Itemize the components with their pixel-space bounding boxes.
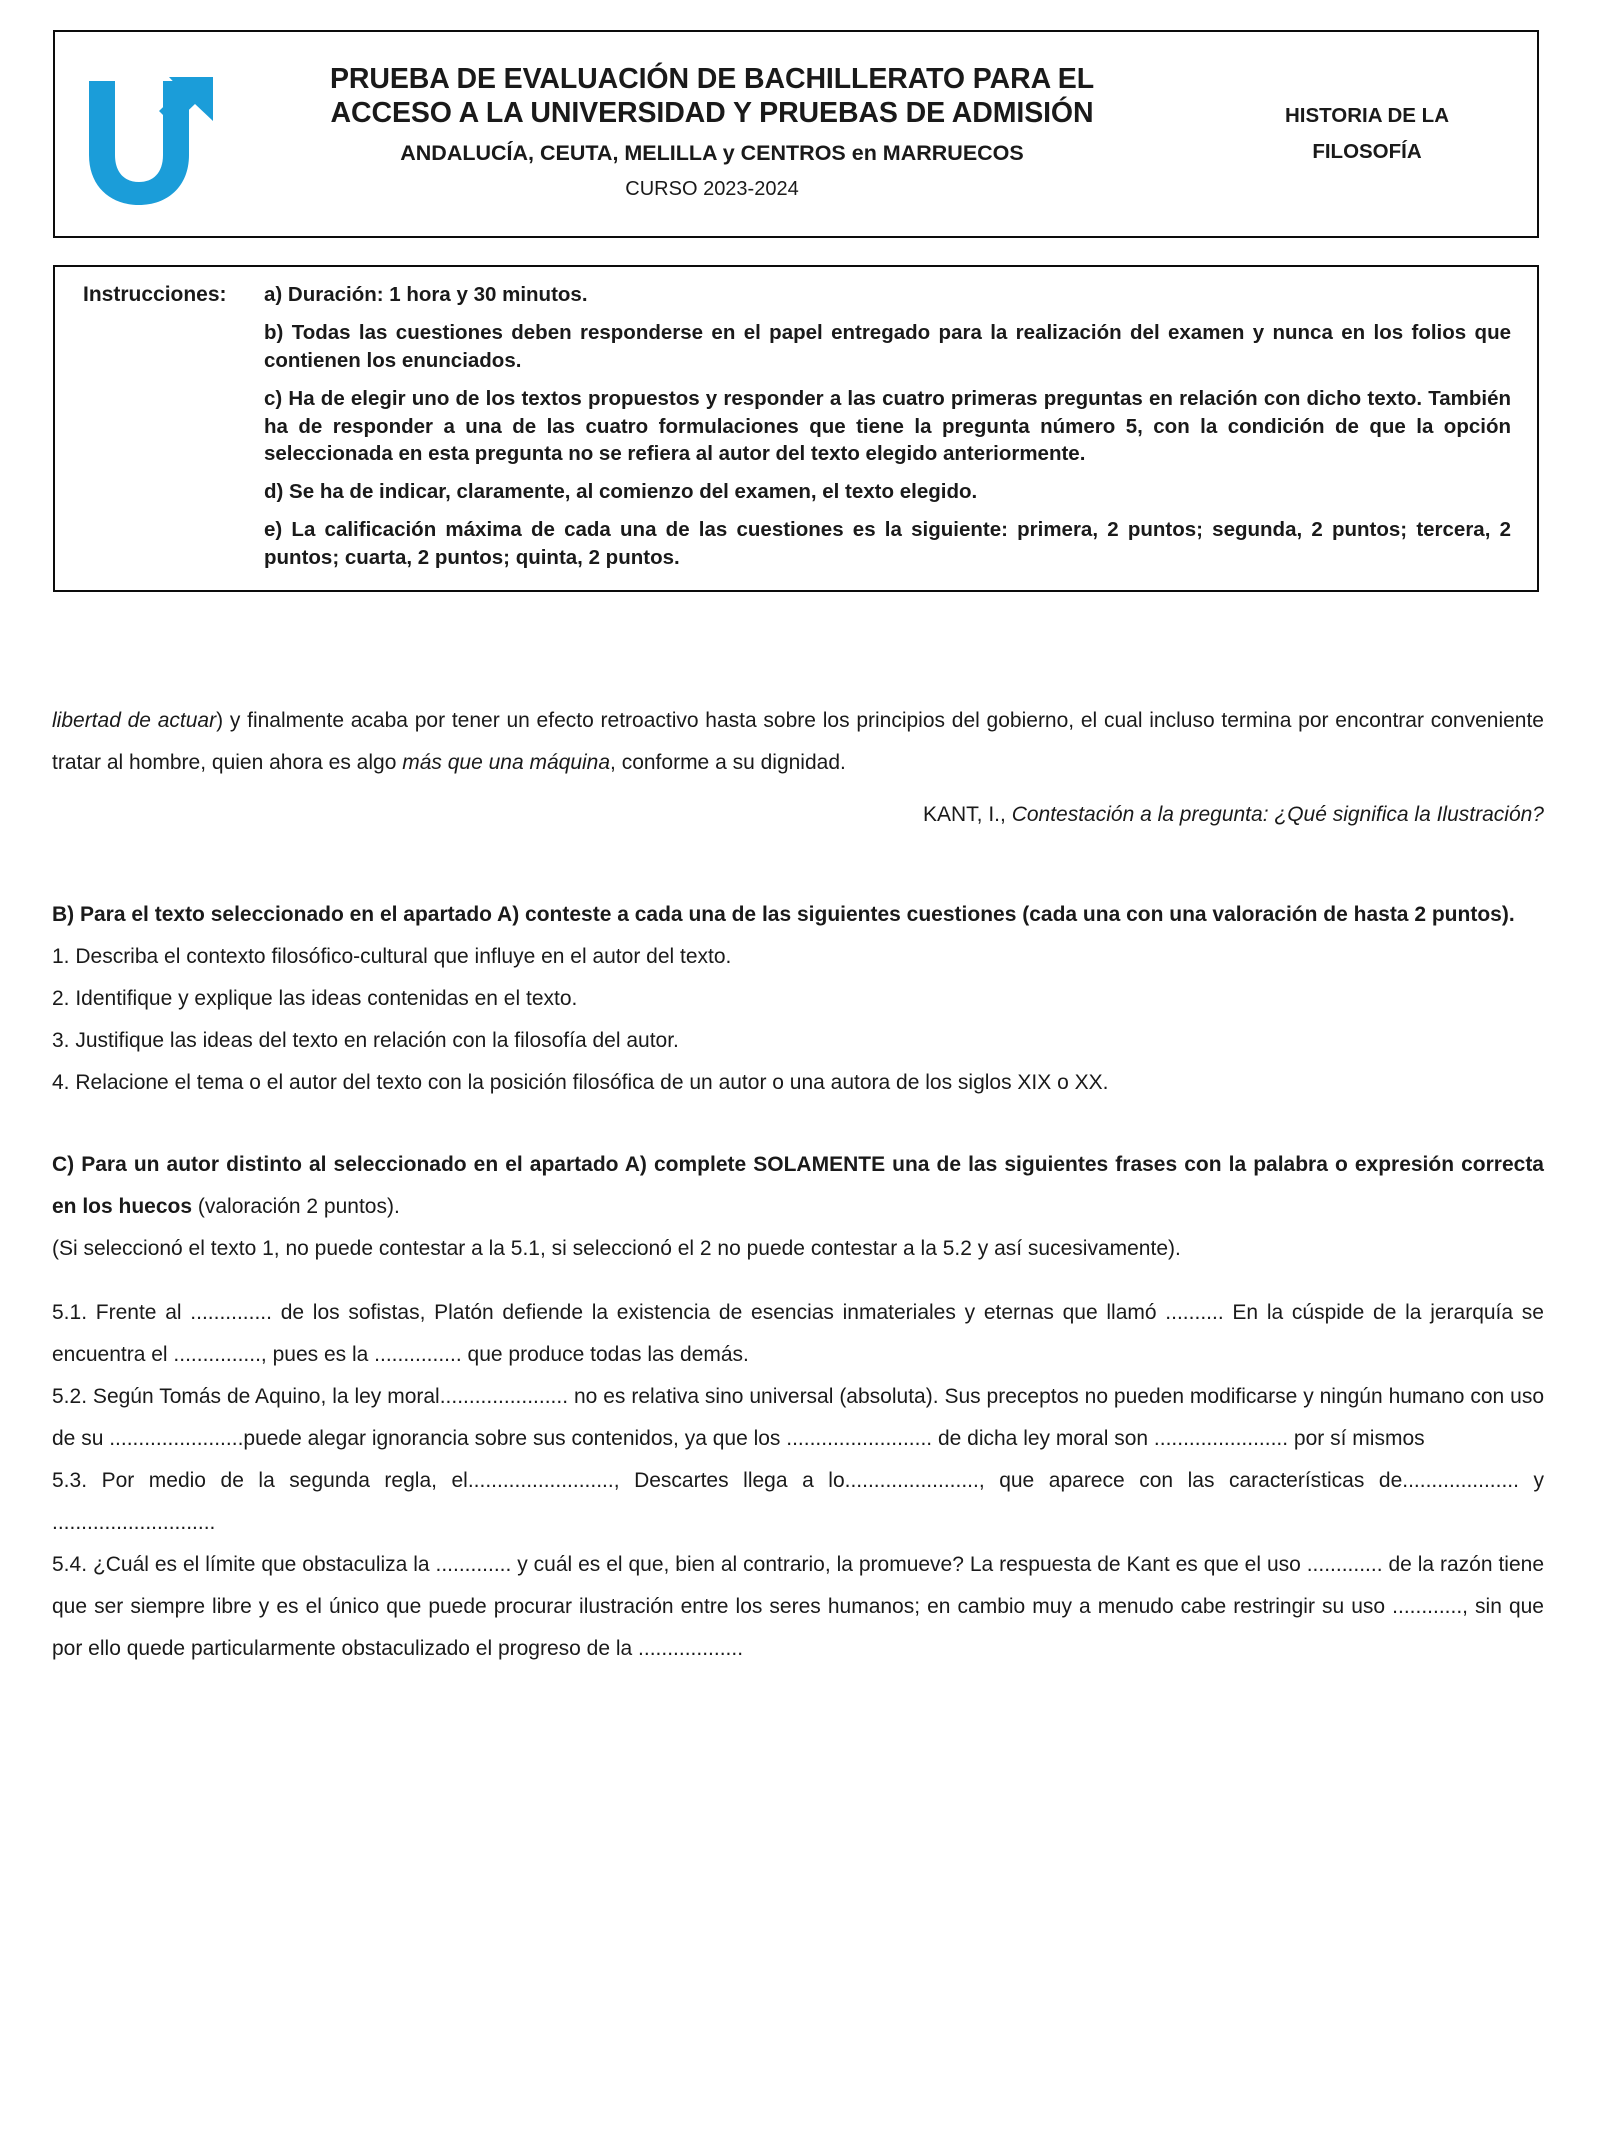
instruction-item-a: a) Duración: 1 hora y 30 minutos. bbox=[264, 283, 588, 306]
university-u-arrow-logo-icon bbox=[77, 59, 213, 209]
exam-regions: ANDALUCÍA, CEUTA, MELILLA y CENTROS en MARRUECOS bbox=[400, 141, 1024, 166]
exam-subject-cell bbox=[1197, 32, 1537, 236]
kant-attribution bbox=[52, 794, 1544, 836]
quote-plain-1: ) y finalmente acaba por tener un efecto retroactivo hasta sobre los principios del gobierno, el cual incluso termina por encontrar conveniente tratar al hombre, quien ahora es algo bbox=[52, 709, 1544, 774]
instruction-item-c: c) Ha de elegir uno de los textos propuestos y responder a las cuatro primeras preguntas en relación con dicho texto. También ha de responder a una de las cuatro formulaciones que tiene la pregunta número 5, con la condición de que la opción seleccionada en esta pregunta no se refiera al autor del texto elegido anteriormente. bbox=[264, 386, 1511, 466]
instruction-item-d: d) Se ha de indicar, claramente, al comienzo del examen, el texto elegido. bbox=[264, 480, 978, 504]
section-c-heading-value: (valoración 2 puntos). bbox=[197, 1195, 400, 1218]
exam-title-line-1: PRUEBA DE EVALUACIÓN DE BACHILLERATO PARA EL bbox=[329, 62, 1095, 95]
exam-header-box bbox=[53, 30, 1539, 238]
section-c-note: (Si seleccionó el texto 1, no puede contestar a la 5.1, si seleccionó el 2 no puede contestar a la 5.2 y así sucesivamente). bbox=[52, 1237, 1181, 1260]
section-b-heading: B) Para el texto seleccionado en el apartado A) conteste a cada una de las siguientes cuestiones (cada una con una valoración de hasta 2 puntos). bbox=[52, 903, 1515, 926]
quote-plain-2: , conforme a su dignidad. bbox=[610, 751, 846, 774]
section-b-question-4: 4. Relacione el tema o el autor del texto con la posición filosófica de un autor o una autora de los siglos XIX o XX. bbox=[52, 1071, 1109, 1094]
fill-item-5-1: 5.1. Frente al .............. de los sofistas, Platón defiende la existencia de esencias inmateriales y eternas que llamó .......... En la cúspide de la jerarquía se encuentra el ..............., pues es la ............... que produce todas las demás. bbox=[52, 1301, 1544, 1366]
instructions-body bbox=[264, 281, 1521, 572]
section-c-heading-bold: C) Para un autor distinto al seleccionado en el apartado A) complete SOLAMENTE una de las siguientes frases con la palabra o expresión correcta en los huecos bbox=[52, 1153, 1544, 1218]
fill-item-5-2: 5.2. Según Tomás de Aquino, la ley moral...................... no es relativa sino universal (absoluta). Sus preceptos no pueden modificarse y ningún humano con uso de su .......................puede alegar ignorancia sobre sus contenidos, ya que los ......................... de dicha ley moral son ....................... por sí mismos bbox=[52, 1385, 1544, 1450]
exam-subject-line-2: FILOSOFÍA bbox=[1312, 140, 1422, 163]
instruction-item-e: e) La calificación máxima de cada una de las cuestiones es la siguiente: primera, 2 puntos; segunda, 2 puntos; tercera, 2 puntos; cuarta, 2 puntos; quinta, 2 puntos. bbox=[264, 518, 1511, 569]
quote-italic-2: más que una máquina bbox=[402, 751, 611, 774]
fill-item-5-3: 5.3. Por medio de la segunda regla, el........................., Descartes llega a lo......................., que aparece con las características de.................... y ............................ bbox=[52, 1469, 1544, 1534]
section-c-heading bbox=[52, 1144, 1544, 1228]
kant-quote-paragraph bbox=[52, 700, 1544, 784]
attribution-author: KANT, I., bbox=[923, 803, 1012, 826]
section-b-question-2: 2. Identifique y explique las ideas contenidas en el texto. bbox=[52, 987, 578, 1010]
exam-content bbox=[52, 700, 1544, 1670]
instructions-label: Instrucciones: bbox=[83, 283, 227, 306]
attribution-work: Contestación a la pregunta: ¿Qué significa la Ilustración? bbox=[1011, 803, 1544, 826]
section-b-question-3: 3. Justifique las ideas del texto en relación con la filosofía del autor. bbox=[52, 1029, 679, 1052]
exam-title-line-2: ACCESO A LA UNIVERSIDAD Y PRUEBAS DE ADMISIÓN bbox=[330, 96, 1094, 129]
section-b-question-1: 1. Describa el contexto filosófico-cultural que influye en el autor del texto. bbox=[52, 945, 732, 968]
instruction-item-b: b) Todas las cuestiones deben responderse en el papel entregado para la realización del examen y nunca en los folios que contienen los enunciados. bbox=[264, 320, 1511, 372]
exam-subject-line-1: HISTORIA DE LA bbox=[1284, 104, 1449, 128]
exam-course: CURSO 2023-2024 bbox=[625, 178, 799, 201]
header-title-cell bbox=[227, 32, 1197, 236]
logo-cell bbox=[55, 32, 227, 236]
fill-item-5-4: 5.4. ¿Cuál es el límite que obstaculiza la ............. y cuál es el que, bien al contrario, la promueve? La respuesta de Kant es que el uso ............. de la razón tiene que ser siempre libre y es el único que puede procurar ilustración entre los seres humanos; en cambio muy a menudo cabe restringir su uso ............, sin que por ello quede particularmente obstaculizado el progreso de la .................. bbox=[52, 1553, 1544, 1660]
quote-italic-1: libertad de actuar bbox=[52, 709, 217, 732]
instructions-box bbox=[53, 265, 1539, 592]
